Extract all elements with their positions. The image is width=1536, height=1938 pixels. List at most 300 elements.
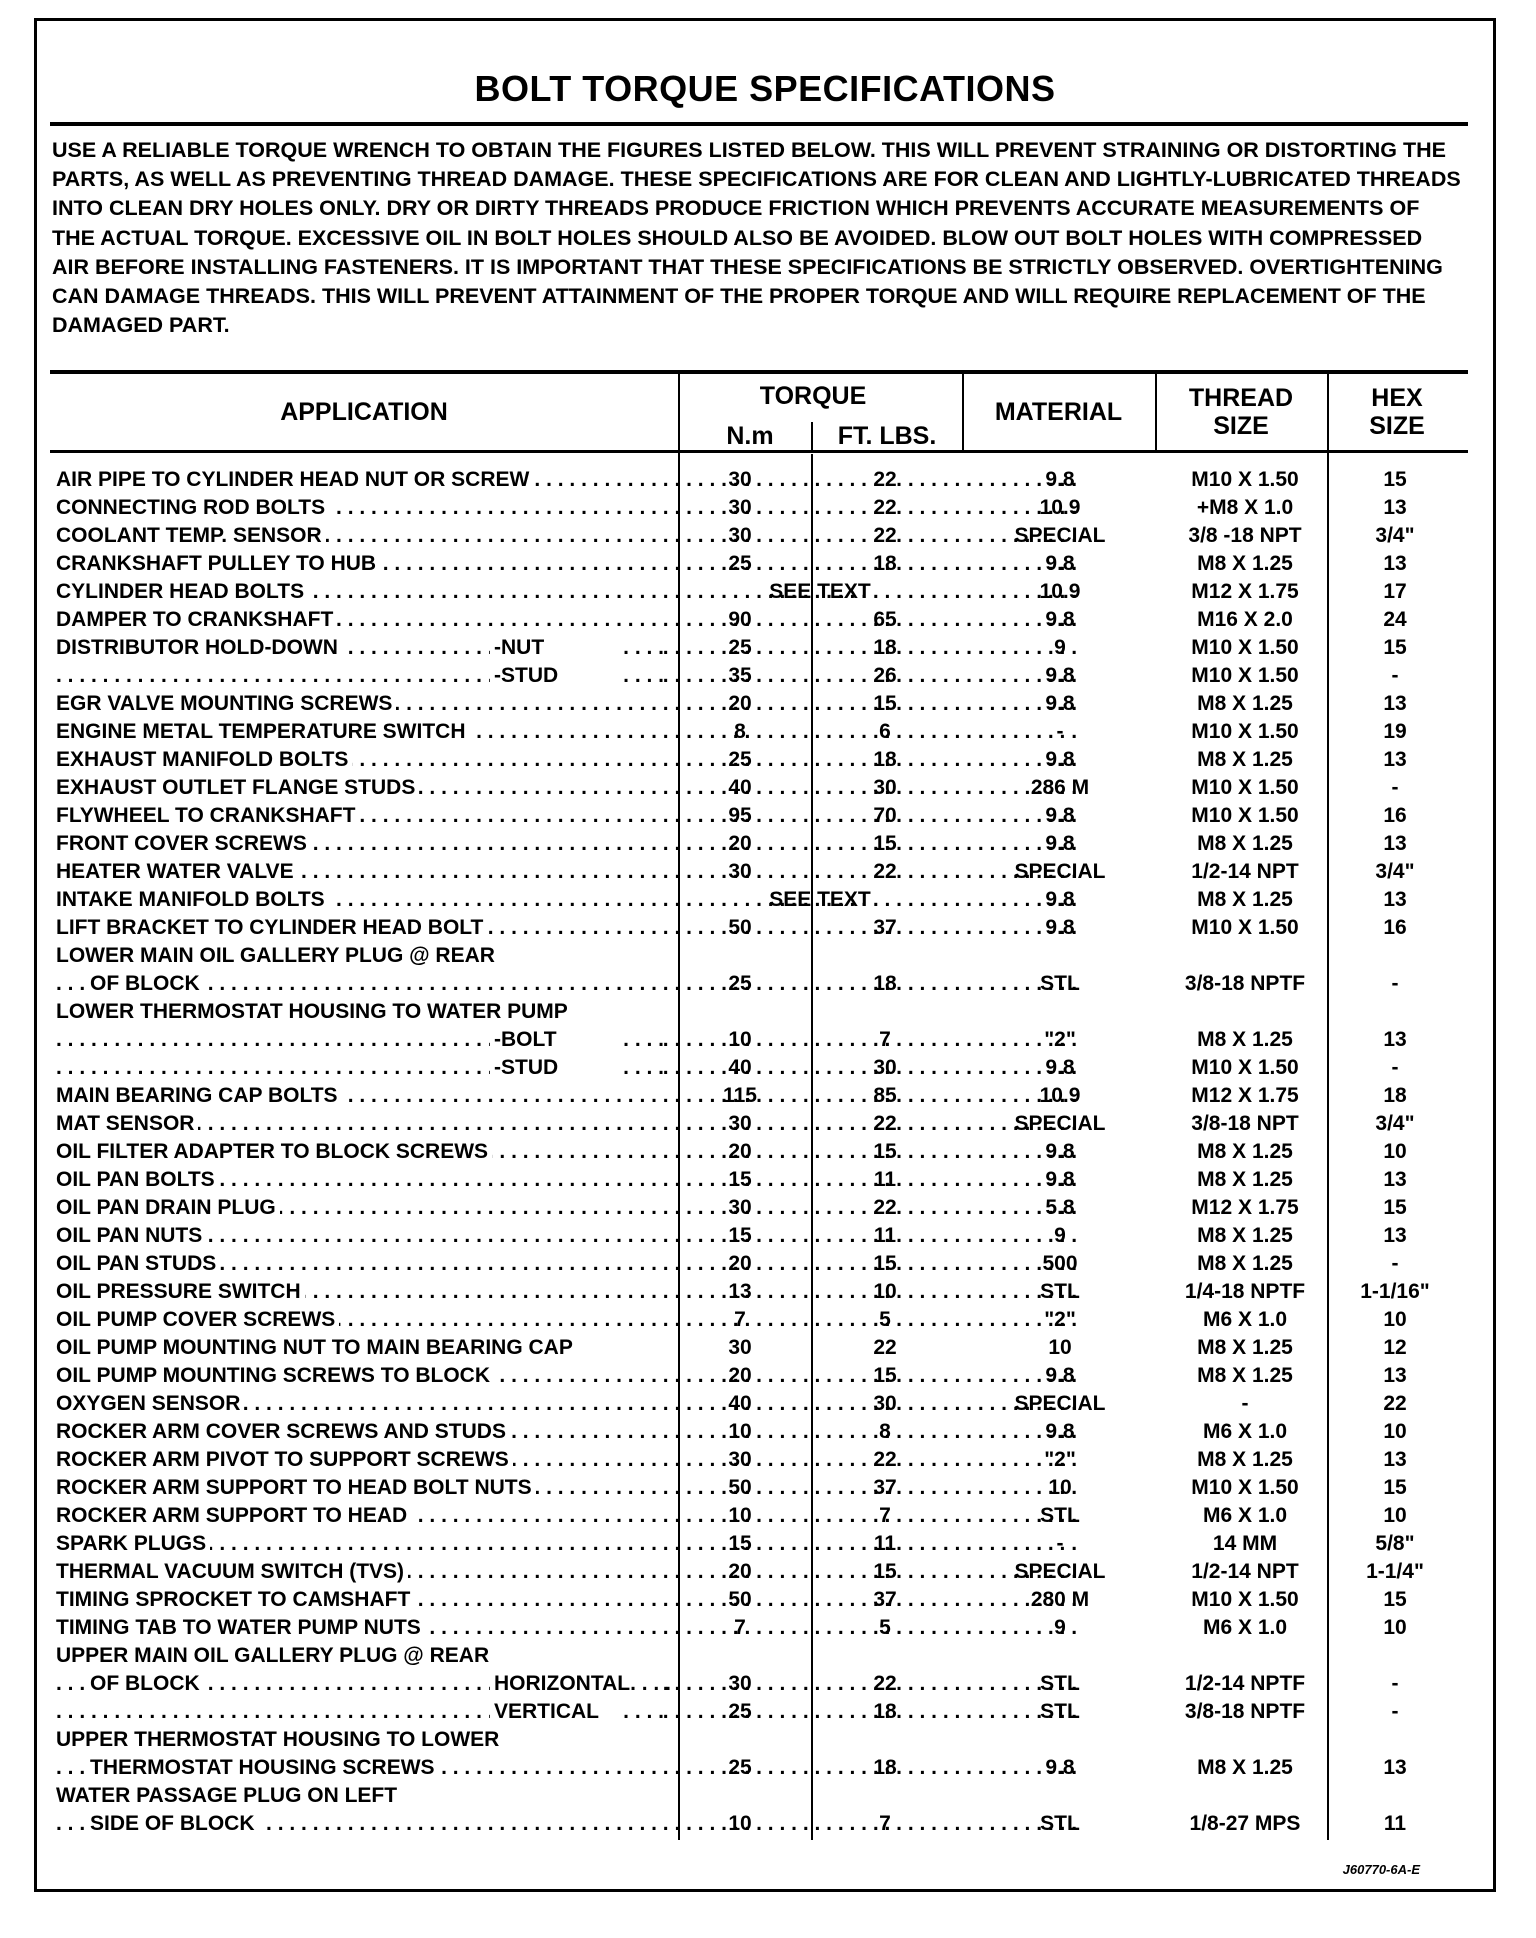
torque-ftlbs-cell: 15 [873, 1252, 897, 1275]
application-cell [56, 1110, 664, 1138]
application-cell [56, 998, 664, 1026]
table-row [0, 746, 1536, 774]
hex-size-cell: 15 [1383, 1196, 1407, 1219]
sublabel-text: HORIZONTAL [494, 1672, 631, 1695]
thread-size-cell: M10 X 1.50 [1191, 664, 1299, 687]
material-cell: STL [1040, 972, 1080, 995]
hex-size-cell: 11 [1383, 1812, 1407, 1835]
material-cell: 9.8 [1045, 468, 1075, 491]
torque-nm-cell: 30 [728, 1336, 752, 1359]
torque-nm-cell: 25 [728, 636, 752, 659]
torque-ftlbs-cell: 22 [873, 1336, 897, 1359]
application-sublabel [490, 634, 664, 662]
table-row [0, 1054, 1536, 1082]
hex-size-cell: 13 [1383, 692, 1407, 715]
application-label: UPPER THERMOSTAT HOUSING TO LOWER [56, 1728, 503, 1751]
hex-size-cell: 16 [1383, 804, 1407, 827]
thread-size-cell: M8 X 1.25 [1197, 1168, 1293, 1191]
application-cell [56, 830, 664, 858]
material-cell: 9 [1054, 1224, 1066, 1247]
hex-size-cell: - [1391, 776, 1399, 799]
application-sublabel [490, 1670, 671, 1698]
table-row [0, 606, 1536, 634]
table-row [0, 858, 1536, 886]
application-label: THERMOSTAT HOUSING SCREWS [90, 1756, 439, 1779]
leader-dots: . . . . [630, 1672, 671, 1695]
thread-size-cell: M8 X 1.25 [1197, 888, 1293, 911]
material-cell: - [1056, 1532, 1064, 1555]
torque-nm-cell: 7 [734, 1616, 746, 1639]
hex-size-cell: 17 [1383, 580, 1407, 603]
hex-size-cell: 13 [1383, 888, 1407, 911]
header-torque: TORQUE [759, 382, 867, 410]
leader-dots: . . . . [623, 1056, 664, 1079]
application-label: OF BLOCK [90, 1672, 204, 1695]
torque-ftlbs-cell: 30 [873, 776, 897, 799]
sublabel-text: -STUD [494, 1056, 559, 1079]
torque-ftlbs-cell: 8 [879, 1420, 891, 1443]
torque-ftlbs-cell: 18 [873, 972, 897, 995]
table-row [0, 1390, 1536, 1418]
header-thread-line2: SIZE [1213, 412, 1269, 440]
application-label: OIL PAN DRAIN PLUG [56, 1196, 280, 1219]
torque-nm-cell: 25 [728, 972, 752, 995]
table-row [0, 634, 1536, 662]
application-label: SPARK PLUGS [56, 1532, 210, 1555]
torque-ftlbs-cell: 22 [873, 1196, 897, 1219]
thread-size-cell: M8 X 1.25 [1197, 552, 1293, 575]
table-row [0, 1782, 1536, 1810]
leader-dots: . . . . [623, 1700, 664, 1723]
table-row [0, 1166, 1536, 1194]
application-label: OIL PUMP MOUNTING NUT TO MAIN BEARING CAP [56, 1336, 577, 1359]
table-row [0, 1698, 1536, 1726]
torque-nm-cell: 40 [728, 776, 752, 799]
hex-size-cell: 13 [1383, 748, 1407, 771]
material-cell: 9.8 [1045, 748, 1075, 771]
application-label: OIL PAN NUTS [56, 1224, 206, 1247]
application-cell [56, 1166, 664, 1194]
application-label: DISTRIBUTOR HOLD-DOWN [56, 636, 342, 659]
thread-size-cell: M8 X 1.25 [1197, 1028, 1293, 1051]
hex-size-cell: 22 [1383, 1392, 1407, 1415]
table-row [0, 1810, 1536, 1838]
torque-ftlbs-cell: 10 [873, 1280, 897, 1303]
application-cell [56, 1558, 664, 1586]
torque-nm-cell: 30 [728, 1112, 752, 1135]
thread-size-cell: M6 X 1.0 [1202, 1616, 1288, 1639]
hex-size-cell: 3/4" [1375, 524, 1415, 547]
torque-nm-cell: 30 [728, 1448, 752, 1471]
table-row [0, 522, 1536, 550]
application-label: EXHAUST MANIFOLD BOLTS [56, 748, 352, 771]
thread-size-cell: M16 X 2.0 [1197, 608, 1293, 631]
table-row [0, 1726, 1536, 1754]
hex-size-cell: 13 [1383, 1448, 1407, 1471]
material-cell: 9.8 [1045, 692, 1075, 715]
material-cell: 9.8 [1045, 804, 1075, 827]
torque-ftlbs-cell: 11 [873, 1224, 897, 1247]
hex-size-cell: 13 [1383, 1756, 1407, 1779]
torque-nm-cell: 20 [728, 1364, 752, 1387]
material-cell: SPECIAL [1014, 1392, 1106, 1415]
application-cell [56, 1502, 664, 1530]
table-row [0, 1586, 1536, 1614]
material-cell: - [1056, 720, 1064, 743]
torque-nm-cell: 20 [728, 832, 752, 855]
application-cell [56, 970, 664, 998]
application-cell [56, 1726, 664, 1754]
material-cell: 10.9 [1039, 1084, 1081, 1107]
application-label: COOLANT TEMP. SENSOR [56, 524, 326, 547]
application-cell [56, 1614, 664, 1642]
table-row [0, 886, 1536, 914]
thread-size-cell: 1/4-18 NPTF [1184, 1280, 1306, 1303]
material-cell: 9.8 [1045, 608, 1075, 631]
material-cell: "2" [1044, 1448, 1076, 1471]
hex-size-cell: 5/8" [1375, 1532, 1415, 1555]
torque-nm-cell: 25 [728, 552, 752, 575]
torque-nm-cell: 40 [728, 1392, 752, 1415]
table-row [0, 578, 1536, 606]
material-cell: 10.9 [1039, 580, 1081, 603]
torque-ftlbs-cell: 85 [873, 1084, 897, 1107]
application-cell [56, 1642, 664, 1670]
table-row [0, 774, 1536, 802]
application-cell [56, 1278, 664, 1306]
application-label: OIL PRESSURE SWITCH [56, 1280, 305, 1303]
hex-size-cell: 15 [1383, 1588, 1407, 1611]
material-cell: STL [1040, 1812, 1080, 1835]
application-cell [56, 1054, 664, 1082]
thread-size-cell: M12 X 1.75 [1191, 1084, 1299, 1107]
application-label: MAIN BEARING CAP BOLTS [56, 1084, 342, 1107]
torque-ftlbs-cell: 30 [873, 1056, 897, 1079]
torque-ftlbs-cell: 22 [873, 468, 897, 491]
application-label: LOWER MAIN OIL GALLERY PLUG @ REAR [56, 944, 499, 967]
application-label: CRANKSHAFT PULLEY TO HUB [56, 552, 380, 575]
thread-size-cell: M8 X 1.25 [1197, 832, 1293, 855]
table-row [0, 1642, 1536, 1670]
torque-see-text: SEE TEXT [769, 580, 871, 603]
material-cell: 500 [1042, 1252, 1078, 1275]
application-label: DAMPER TO CRANKSHAFT [56, 608, 337, 631]
hex-size-cell: 18 [1383, 1084, 1407, 1107]
sublabel-text: -STUD [494, 664, 559, 687]
material-cell: 9.8 [1045, 1056, 1075, 1079]
application-label: ROCKER ARM SUPPORT TO HEAD BOLT NUTS [56, 1476, 536, 1499]
application-label: LOWER THERMOSTAT HOUSING TO WATER PUMP [56, 1000, 572, 1023]
application-cell [56, 634, 664, 662]
thread-size-cell: 1/8-27 MPS [1189, 1812, 1301, 1835]
hex-size-cell: 13 [1383, 496, 1407, 519]
table-row [0, 690, 1536, 718]
application-cell [56, 1390, 664, 1418]
application-label: EGR VALVE MOUNTING SCREWS [56, 692, 396, 715]
material-cell: 9.8 [1045, 1420, 1075, 1443]
thread-size-cell: M8 X 1.25 [1197, 1364, 1293, 1387]
application-cell [56, 1754, 664, 1782]
thread-size-cell: M8 X 1.25 [1197, 1140, 1293, 1163]
table-row [0, 802, 1536, 830]
thread-size-cell: +M8 X 1.0 [1196, 496, 1294, 519]
table-row [0, 942, 1536, 970]
hex-size-cell: 15 [1383, 636, 1407, 659]
table-top-rule [50, 370, 1468, 374]
table-row [0, 998, 1536, 1026]
application-label: ROCKER ARM PIVOT TO SUPPORT SCREWS [56, 1448, 513, 1471]
torque-ftlbs-cell: 7 [879, 1812, 891, 1835]
torque-nm-cell: 40 [728, 1056, 752, 1079]
thread-size-cell: 1/2-14 NPTF [1184, 1672, 1306, 1695]
material-cell: 9.8 [1045, 1168, 1075, 1191]
material-cell: 9.8 [1045, 552, 1075, 575]
material-cell: 9.8 [1045, 1140, 1075, 1163]
hex-size-cell: 10 [1383, 1616, 1407, 1639]
material-cell: STL [1040, 1700, 1080, 1723]
torque-ftlbs-cell: 26 [873, 664, 897, 687]
application-label: OIL PUMP COVER SCREWS [56, 1308, 339, 1331]
application-label: OIL PAN STUDS [56, 1252, 220, 1275]
thread-size-cell: M10 X 1.50 [1191, 776, 1299, 799]
header-material: MATERIAL [994, 398, 1123, 426]
torque-ftlbs-cell: 18 [873, 1756, 897, 1779]
hex-size-cell: 24 [1383, 608, 1407, 631]
application-cell [56, 1670, 671, 1698]
intro-paragraph: USE A RELIABLE TORQUE WRENCH TO OBTAIN THE FIGURES LISTED BELOW. THIS WILL PREVENT STRAINING OR DISTORTING THE PARTS, AS WELL AS PREVENTING THREAD DAMAGE. THESE SPECIFICATIONS ARE FOR CLEAN AND LIGHTLY-LUBRICATED THREADS INTO CLEAN DRY HOLES ONLY. DRY OR DIRTY THREADS PRODUCE FRICTION WHICH PREVENTS ACCURATE MEASUREMENTS OF THE ACTUAL TORQUE. EXCESSIVE OIL IN BOLT HOLES SHOULD ALSO BE AVOIDED. BLOW OUT BOLT HOLES WITH COMPRESSED AIR BEFORE INSTALLING FASTENERS. IT IS IMPORTANT THAT THESE SPECIFICATIONS BE STRICTLY OBSERVED. OVERTIGHTENING CAN DAMAGE THREADS. THIS WILL PREVENT ATTAINMENT OF THE PROPER TORQUE AND WILL REQUIRE REPLACEMENT OF THE DAMAGED PART. [52, 138, 1461, 338]
application-cell [56, 1026, 664, 1054]
thread-size-cell: M10 X 1.50 [1191, 720, 1299, 743]
torque-ftlbs-cell: 6 [879, 720, 891, 743]
thread-size-cell: 14 MM [1212, 1532, 1278, 1555]
hex-size-cell: 15 [1383, 468, 1407, 491]
torque-nm-cell: 15 [728, 1168, 752, 1191]
application-cell [56, 802, 664, 830]
torque-nm-cell: 7 [734, 1308, 746, 1331]
torque-ftlbs-cell: 18 [873, 552, 897, 575]
table-row [0, 1614, 1536, 1642]
torque-ftlbs-cell: 22 [873, 496, 897, 519]
application-cell [56, 1810, 664, 1838]
material-cell: 9.8 [1045, 664, 1075, 687]
thread-size-cell: - [1241, 1392, 1249, 1415]
table-row [0, 830, 1536, 858]
leader-dots: . . . . [623, 636, 664, 659]
application-label: INTAKE MANIFOLD BOLTS [56, 888, 329, 911]
table-row [0, 1670, 1536, 1698]
thread-size-cell: 3/8-18 NPTF [1184, 1700, 1306, 1723]
application-label: OIL PUMP MOUNTING SCREWS TO BLOCK [56, 1364, 494, 1387]
torque-ftlbs-cell: 15 [873, 832, 897, 855]
application-label: CYLINDER HEAD BOLTS [56, 580, 308, 603]
thread-size-cell: M8 X 1.25 [1197, 1448, 1293, 1471]
torque-ftlbs-cell: 15 [873, 1560, 897, 1583]
application-cell [56, 914, 664, 942]
torque-ftlbs-cell: 22 [873, 1112, 897, 1135]
application-cell [56, 1446, 664, 1474]
thread-size-cell: 3/8-18 NPTF [1184, 972, 1306, 995]
material-cell: 9.8 [1045, 832, 1075, 855]
hex-size-cell: 10 [1383, 1140, 1407, 1163]
application-cell [56, 1082, 664, 1110]
torque-nm-cell: 10 [728, 1028, 752, 1051]
hex-size-cell: - [1391, 1252, 1399, 1275]
application-cell [56, 858, 664, 886]
application-sublabel [490, 1054, 664, 1082]
torque-ftlbs-cell: 11 [873, 1168, 897, 1191]
application-cell [56, 1138, 664, 1166]
application-sublabel [490, 1026, 664, 1054]
torque-ftlbs-cell: 18 [873, 636, 897, 659]
application-cell [56, 718, 664, 746]
application-cell [56, 1362, 664, 1390]
application-sublabel [490, 662, 664, 690]
hex-size-cell: 1-1/16" [1360, 1280, 1430, 1303]
thread-size-cell: M10 X 1.50 [1191, 636, 1299, 659]
application-cell [56, 494, 664, 522]
thread-size-cell: M12 X 1.75 [1191, 1196, 1299, 1219]
table-row [0, 1110, 1536, 1138]
sublabel-text: -BOLT [494, 1028, 557, 1051]
material-cell: "2" [1044, 1308, 1076, 1331]
application-label: MAT SENSOR [56, 1112, 198, 1135]
material-cell: SPECIAL [1014, 1112, 1106, 1135]
application-label: HEATER WATER VALVE [56, 860, 298, 883]
application-label: FLYWHEEL TO CRANKSHAFT [56, 804, 359, 827]
torque-nm-cell: 115 [723, 1084, 757, 1107]
material-cell: STL [1040, 1280, 1080, 1303]
torque-nm-cell: 25 [728, 748, 752, 771]
torque-nm-cell: 13 [728, 1280, 752, 1303]
table-row [0, 494, 1536, 522]
table-row [0, 1250, 1536, 1278]
torque-nm-cell: 90 [728, 608, 752, 631]
hex-size-cell: 13 [1383, 1168, 1407, 1191]
hex-size-cell: 13 [1383, 832, 1407, 855]
torque-nm-cell: 20 [728, 692, 752, 715]
page-title: BOLT TORQUE SPECIFICATIONS [474, 68, 1056, 109]
table-row [0, 1446, 1536, 1474]
thread-size-cell: M10 X 1.50 [1191, 1056, 1299, 1079]
hex-size-cell: 15 [1383, 1476, 1407, 1499]
thread-size-cell: M8 X 1.25 [1197, 748, 1293, 771]
material-cell: 9 [1054, 636, 1066, 659]
leader-dots: . . . . [623, 1028, 664, 1051]
hex-size-cell: 13 [1383, 1224, 1407, 1247]
application-cell [56, 466, 664, 494]
table-row [0, 1306, 1536, 1334]
material-cell: 9.8 [1045, 1756, 1075, 1779]
torque-nm-cell: 10 [728, 1812, 752, 1835]
torque-nm-cell: 20 [728, 1140, 752, 1163]
header-application: APPLICATION [280, 398, 448, 426]
torque-nm-cell: 20 [728, 1560, 752, 1583]
application-cell [56, 1194, 664, 1222]
material-cell: SPECIAL [1014, 524, 1106, 547]
torque-ftlbs-cell: 37 [873, 916, 897, 939]
torque-ftlbs-cell: 22 [873, 860, 897, 883]
application-label: WATER PASSAGE PLUG ON LEFT [56, 1784, 401, 1807]
thread-size-cell: M8 X 1.25 [1197, 1336, 1293, 1359]
thread-size-cell: M6 X 1.0 [1202, 1504, 1288, 1527]
header-hex-line2: SIZE [1369, 412, 1425, 440]
torque-ftlbs-cell: 65 [873, 608, 897, 631]
application-label: TIMING TAB TO WATER PUMP NUTS [56, 1616, 425, 1639]
application-cell [56, 550, 664, 578]
torque-ftlbs-cell: 22 [873, 1672, 897, 1695]
torque-ftlbs-cell: 18 [873, 748, 897, 771]
material-cell: 10.9 [1039, 496, 1081, 519]
material-cell: 10 [1048, 1476, 1072, 1499]
torque-ftlbs-cell: 15 [873, 1140, 897, 1163]
material-cell: SPECIAL [1014, 860, 1106, 883]
application-label: OF BLOCK [90, 972, 204, 995]
torque-nm-cell: 30 [728, 496, 752, 519]
thread-size-cell: M6 X 1.0 [1202, 1420, 1288, 1443]
hex-size-cell: - [1391, 972, 1399, 995]
torque-ftlbs-cell: 22 [873, 524, 897, 547]
application-cell [56, 1418, 664, 1446]
torque-nm-cell: 15 [728, 1224, 752, 1247]
torque-ftlbs-cell: 7 [879, 1028, 891, 1051]
hex-size-cell: 16 [1383, 916, 1407, 939]
torque-nm-cell: 30 [728, 860, 752, 883]
torque-nm-cell: 50 [728, 1476, 752, 1499]
thread-size-cell: M12 X 1.75 [1191, 580, 1299, 603]
torque-ftlbs-cell: 37 [873, 1476, 897, 1499]
torque-nm-cell: 10 [728, 1504, 752, 1527]
torque-nm-cell: 30 [728, 1672, 752, 1695]
material-cell: 9.8 [1045, 916, 1075, 939]
table-row [0, 1530, 1536, 1558]
thread-size-cell: M10 X 1.50 [1191, 468, 1299, 491]
application-label: FRONT COVER SCREWS [56, 832, 311, 855]
torque-ftlbs-cell: 18 [873, 1700, 897, 1723]
application-cell [56, 1334, 664, 1362]
application-cell [56, 1474, 664, 1502]
table-row [0, 466, 1536, 494]
table-row [0, 1362, 1536, 1390]
table-row [0, 1474, 1536, 1502]
table-row [0, 1754, 1536, 1782]
table-row [0, 1026, 1536, 1054]
application-sublabel [490, 1698, 664, 1726]
material-cell: 9.8 [1045, 888, 1075, 911]
thread-size-cell: 3/8-18 NPT [1191, 1112, 1299, 1135]
table-row [0, 718, 1536, 746]
table-row [0, 970, 1536, 998]
application-cell [56, 1698, 664, 1726]
application-cell [56, 578, 664, 606]
application-label: AIR PIPE TO CYLINDER HEAD NUT OR SCREW [56, 468, 533, 491]
material-cell: 10 [1048, 1336, 1072, 1359]
torque-ftlbs-cell: 70 [873, 804, 897, 827]
material-cell: 9 [1054, 1616, 1066, 1639]
table-row [0, 1138, 1536, 1166]
torque-ftlbs-cell: 15 [873, 1364, 897, 1387]
application-cell [56, 1530, 664, 1558]
thread-size-cell: M10 X 1.50 [1191, 1588, 1299, 1611]
hex-size-cell: 10 [1383, 1504, 1407, 1527]
torque-nm-cell: 25 [728, 1756, 752, 1779]
torque-nm-cell: 8 [734, 720, 746, 743]
table-row [0, 550, 1536, 578]
thread-size-cell: 1/2-14 NPT [1191, 860, 1299, 883]
header-bottom-rule [50, 450, 1468, 453]
sublabel-text: -NUT [494, 636, 545, 659]
material-cell: 9.8 [1045, 1364, 1075, 1387]
thread-size-cell: M8 X 1.25 [1197, 1756, 1293, 1779]
